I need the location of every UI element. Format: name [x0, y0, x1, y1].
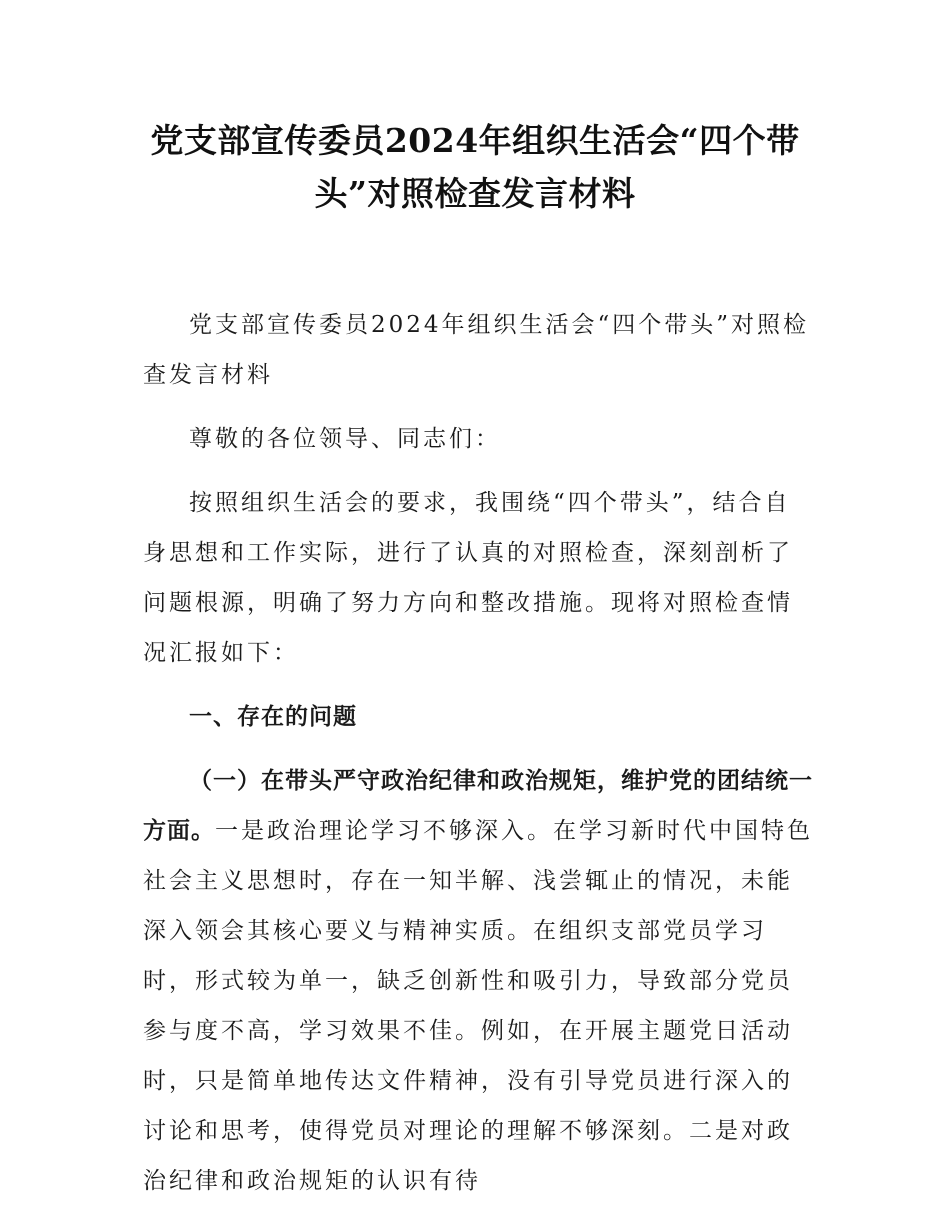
document-title: 党支部宣传委员2024年组织生活会“四个带头”对照检查发言材料	[150, 121, 800, 213]
intro-paragraph: 按照组织生活会的要求，我围绕“四个带头”，结合自身思想和工作实际，进行了认真的对照检查，深刻剖析了问题根源，明确了努力方向和整改措施。现将对照检查情况汇报如下：	[143, 490, 793, 666]
repeated-title-paragraph: 党支部宣传委员2024年组织生活会“四个带头”对照检查发言材料	[143, 312, 810, 388]
subsection-one-body: 一是政治理论学习不够深入。在学习新时代中国特色社会主义思想时，存在一知半解、浅尝辄止的情况，未能深入领会其核心要义与精神实质。在组织支部党员学习时，形式较为单一，缺乏创新性和吸引力，导致部分党员参与度不高，学习效果不佳。例如，在开展主题党日活动时，只是简单地传达文件精神，没有引导党员进行深入的讨论和思考，使得党员对理论的理解不够深刻。二是对政治纪律和政治规矩的认识有待	[143, 818, 813, 1194]
section-heading-problems: 一、存在的问题	[189, 704, 357, 730]
subsection-one-lead: （一）在带头严守政治纪律和政治规矩，维护党的团结统一方面。	[143, 768, 813, 844]
subsection-one-paragraph	[143, 756, 815, 1206]
document-body	[143, 300, 815, 1220]
salutation-paragraph: 尊敬的各位领导、同志们：	[189, 426, 501, 452]
